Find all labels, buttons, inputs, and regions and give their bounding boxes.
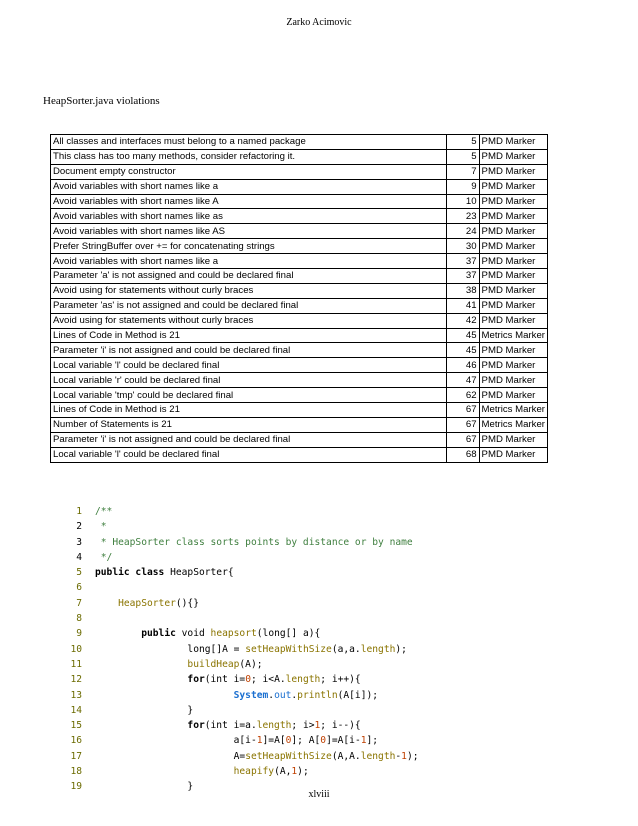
violation-type: PMD Marker — [479, 269, 547, 284]
violation-type: Metrics Marker — [479, 417, 547, 432]
code-token: 0 — [320, 735, 327, 747]
code-token: (A, — [274, 766, 292, 778]
code-token: ]; A[ — [291, 735, 321, 747]
code-token: . — [268, 689, 275, 701]
violation-type: PMD Marker — [479, 254, 547, 269]
violation-message: Avoid variables with short names like a — [51, 179, 447, 194]
violation-line: 47 — [447, 373, 479, 388]
violation-line: 67 — [447, 432, 479, 447]
code-token: void — [181, 628, 211, 640]
violation-row — [51, 358, 548, 373]
code-token: 0 — [245, 674, 251, 686]
page-number: xlviii — [308, 789, 330, 800]
code-token: ; i<A. — [250, 674, 286, 686]
violation-type: PMD Marker — [479, 388, 547, 403]
line-number: 10 — [70, 643, 82, 655]
violation-type: PMD Marker — [479, 179, 547, 194]
violation-line: 67 — [447, 417, 479, 432]
violation-row — [51, 149, 548, 164]
code-token: (int i= — [204, 674, 246, 686]
code-token: setHeapWithSize — [245, 643, 332, 655]
line-number: 2 — [76, 521, 82, 533]
violation-line: 62 — [447, 388, 479, 403]
code-token: - — [395, 750, 402, 762]
code-token: (long[] a){ — [256, 628, 321, 640]
code-token — [95, 690, 234, 701]
violation-row — [51, 209, 548, 224]
line-number: 13 — [70, 689, 82, 701]
code-token — [95, 720, 187, 731]
violation-line: 42 — [447, 313, 479, 328]
violation-line: 37 — [447, 269, 479, 284]
violation-message: Parameter 'i' is not assigned and could be declared final — [51, 432, 447, 447]
code-token: (A[i]); — [337, 689, 379, 701]
code-token: setHeapWithSize — [245, 750, 332, 762]
violation-row — [51, 179, 548, 194]
line-number: 9 — [76, 628, 82, 640]
violation-line: 23 — [447, 209, 479, 224]
code-token: System — [233, 689, 269, 701]
code-token: (a,a. — [331, 643, 361, 655]
code-listing — [54, 504, 419, 795]
code-token: ]=A[i- — [326, 735, 361, 747]
violation-row — [51, 328, 548, 343]
code-line — [54, 504, 419, 519]
code-token — [95, 766, 234, 777]
violation-line: 45 — [447, 328, 479, 343]
violation-message: Local variable 'l' could be declared final — [51, 358, 447, 373]
code-token: } — [95, 704, 194, 716]
violation-row — [51, 254, 548, 269]
code-token: (){} — [175, 597, 199, 609]
code-token: ]; — [366, 735, 379, 747]
violation-message: Parameter 'a' is not assigned and could be declared final — [51, 269, 447, 284]
code-token: heapsort — [210, 628, 257, 640]
violation-type: PMD Marker — [479, 224, 547, 239]
code-token: A= — [95, 750, 246, 762]
code-token — [95, 659, 187, 670]
violation-type: PMD Marker — [479, 135, 547, 150]
code-token: (A); — [239, 658, 263, 670]
code-line — [54, 718, 419, 733]
violation-type: PMD Marker — [479, 209, 547, 224]
violation-message: Local variable 'r' could be declared final — [51, 373, 447, 388]
violation-row — [51, 432, 548, 447]
code-token: a[i- — [95, 735, 257, 747]
code-token: 1 — [291, 766, 298, 778]
violation-line: 24 — [447, 224, 479, 239]
violation-line: 7 — [447, 164, 479, 179]
violation-message: Parameter 'as' is not assigned and could be declared final — [51, 298, 447, 313]
violation-line: 30 — [447, 239, 479, 254]
code-line — [54, 535, 419, 550]
line-number: 14 — [70, 704, 82, 716]
code-token: ); — [395, 643, 407, 655]
violation-message: Document empty constructor — [51, 164, 447, 179]
violation-type: PMD Marker — [479, 358, 547, 373]
violation-row — [51, 373, 548, 388]
code-token — [95, 674, 187, 685]
code-token: (A,A. — [331, 750, 361, 762]
code-token: long[]A = — [95, 643, 246, 655]
code-line — [54, 764, 419, 779]
violation-line: 45 — [447, 343, 479, 358]
code-token: heapify — [233, 766, 275, 778]
code-line — [54, 703, 419, 718]
code-line — [54, 733, 419, 748]
violation-message: Lines of Code in Method is 21 — [51, 328, 447, 343]
code-token: 1 — [314, 720, 321, 732]
line-number: 4 — [76, 551, 82, 563]
code-line — [54, 672, 419, 687]
violation-line: 38 — [447, 283, 479, 298]
code-line — [54, 580, 419, 595]
code-token: * — [95, 521, 107, 533]
code-line — [54, 657, 419, 672]
violation-line: 41 — [447, 298, 479, 313]
violation-message: Avoid variables with short names like as — [51, 209, 447, 224]
code-line — [54, 749, 419, 764]
code-token: length — [256, 720, 292, 732]
line-number: 19 — [70, 781, 82, 793]
code-line — [54, 550, 419, 565]
violation-message: All classes and interfaces must belong to a named package — [51, 135, 447, 150]
violation-row — [51, 388, 548, 403]
code-token — [95, 598, 118, 609]
code-line — [54, 596, 419, 611]
code-token: . — [291, 689, 298, 701]
violation-line: 46 — [447, 358, 479, 373]
violation-type: PMD Marker — [479, 447, 547, 462]
code-token: buildHeap — [187, 658, 240, 670]
violation-row — [51, 283, 548, 298]
code-token — [95, 628, 141, 639]
code-token: ; i> — [291, 720, 315, 732]
line-number: 18 — [70, 766, 82, 778]
violations-table — [50, 134, 548, 463]
code-token: } — [95, 781, 194, 793]
code-token: out — [274, 689, 292, 701]
violation-type: PMD Marker — [479, 149, 547, 164]
code-token: 1 — [256, 735, 263, 747]
code-token: for — [187, 720, 205, 732]
violation-row — [51, 447, 548, 462]
code-token: length — [360, 750, 396, 762]
code-token: ; i--){ — [320, 720, 361, 732]
line-number: 7 — [76, 597, 82, 609]
violation-message: Avoid using for statements without curly braces — [51, 313, 447, 328]
violation-row — [51, 224, 548, 239]
line-number: 12 — [70, 674, 82, 686]
code-token: public class — [95, 567, 171, 579]
code-token: ; i++){ — [320, 674, 361, 686]
page-header-author: Zarko Acimovic — [286, 17, 352, 28]
code-token: ); — [406, 750, 419, 762]
violation-line: 68 — [447, 447, 479, 462]
violation-message: Avoid variables with short names like AS — [51, 224, 447, 239]
violation-message: Avoid variables with short names like a — [51, 254, 447, 269]
violation-row — [51, 194, 548, 209]
line-number: 5 — [76, 567, 82, 579]
code-token: */ — [95, 551, 113, 563]
violation-line: 67 — [447, 403, 479, 418]
violation-message: Local variable 'tmp' could be declared final — [51, 388, 447, 403]
violation-type: PMD Marker — [479, 194, 547, 209]
line-number: 6 — [76, 582, 82, 594]
violation-line: 5 — [447, 149, 479, 164]
code-line — [54, 565, 419, 580]
violation-message: Number of Statements is 21 — [51, 417, 447, 432]
violation-type: PMD Marker — [479, 313, 547, 328]
violation-row — [51, 298, 548, 313]
violation-type: PMD Marker — [479, 298, 547, 313]
code-line — [54, 626, 419, 641]
violation-type: PMD Marker — [479, 373, 547, 388]
code-token: 1 — [360, 735, 367, 747]
violation-type: PMD Marker — [479, 343, 547, 358]
violation-row — [51, 403, 548, 418]
line-number: 16 — [70, 735, 82, 747]
violation-row — [51, 135, 548, 150]
violation-message: Parameter 'i' is not assigned and could be declared final — [51, 343, 447, 358]
section-title: HeapSorter.java violations — [43, 95, 160, 107]
code-line — [54, 611, 419, 626]
code-token: 1 — [401, 750, 407, 762]
line-number: 8 — [76, 613, 82, 625]
code-token: * HeapSorter class sorts points by distance or by name — [95, 536, 413, 548]
code-token: /** — [95, 506, 113, 517]
violation-line: 5 — [447, 135, 479, 150]
code-token: ); — [297, 766, 309, 778]
code-token: length — [285, 674, 321, 686]
violation-row — [51, 269, 548, 284]
code-token: for — [187, 674, 205, 686]
line-number: 3 — [76, 536, 82, 548]
line-number: 1 — [76, 506, 82, 517]
violations-table-body — [51, 135, 548, 463]
violation-line: 9 — [447, 179, 479, 194]
violation-row — [51, 343, 548, 358]
violation-message: Lines of Code in Method is 21 — [51, 403, 447, 418]
violation-type: Metrics Marker — [479, 328, 547, 343]
violation-row — [51, 313, 548, 328]
code-token: (int i=a. — [204, 720, 257, 732]
violation-type: Metrics Marker — [479, 403, 547, 418]
violation-row — [51, 239, 548, 254]
violation-message: Avoid variables with short names like A — [51, 194, 447, 209]
line-number: 11 — [70, 658, 82, 670]
violation-message: Avoid using for statements without curly braces — [51, 283, 447, 298]
violation-line: 10 — [447, 194, 479, 209]
violation-row — [51, 417, 548, 432]
violation-message: This class has too many methods, consider refactoring it. — [51, 149, 447, 164]
violation-line: 37 — [447, 254, 479, 269]
violation-row — [51, 164, 548, 179]
code-token: length — [360, 643, 396, 655]
code-token: println — [297, 689, 338, 701]
violation-type: PMD Marker — [479, 239, 547, 254]
violation-type: PMD Marker — [479, 164, 547, 179]
violation-type: PMD Marker — [479, 432, 547, 447]
line-number: 17 — [70, 750, 82, 762]
code-token: ]=A[ — [262, 735, 286, 747]
code-token: public — [141, 628, 182, 640]
violation-message: Prefer StringBuffer over += for concatenating strings — [51, 239, 447, 254]
code-token: HeapSorter — [118, 597, 176, 609]
violation-type: PMD Marker — [479, 283, 547, 298]
line-number: 15 — [70, 720, 82, 732]
code-token: 0 — [285, 735, 292, 747]
code-line — [54, 688, 419, 703]
code-line — [54, 642, 419, 657]
code-line — [54, 519, 419, 534]
code-token: HeapSorter{ — [170, 567, 234, 579]
violation-message: Local variable 'l' could be declared final — [51, 447, 447, 462]
